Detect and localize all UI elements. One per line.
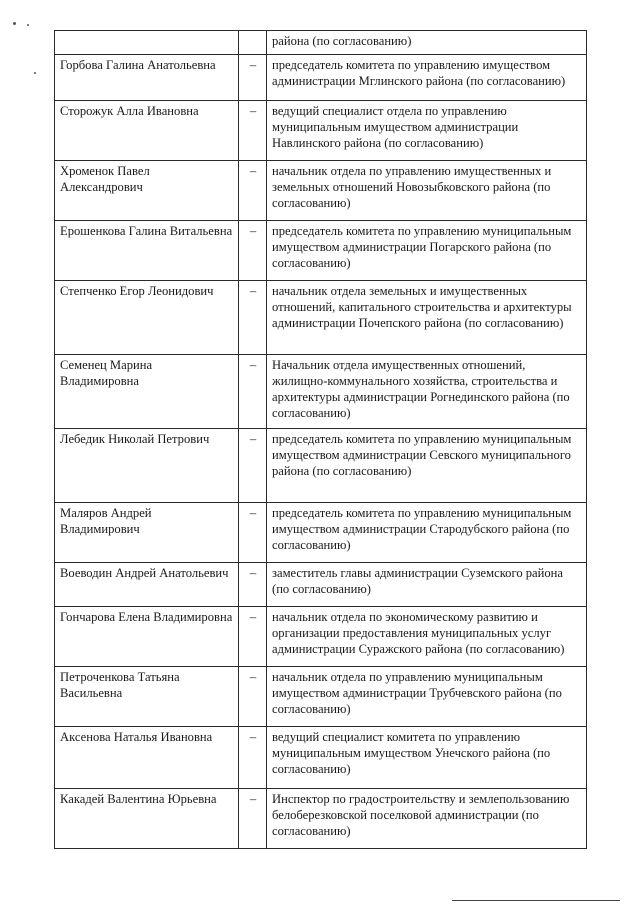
table-row [55, 727, 587, 789]
member-name: Горбова Галина Анатольевна [55, 55, 239, 101]
dash-separator: – [239, 667, 267, 727]
scan-speck [13, 22, 16, 25]
dash-separator: – [239, 221, 267, 281]
member-name: Какадей Валентина Юрьевна [55, 789, 239, 849]
member-position: начальник отдела по управлению муниципальным имуществом администрации Трубчевского района (по согласованию) [267, 667, 587, 727]
member-name: Воеводин Андрей Анатольевич [55, 563, 239, 607]
member-position: председатель комитета по управлению муниципальным имуществом администрации Севского муниципального района (по согласованию) [267, 429, 587, 503]
dash-separator: – [239, 503, 267, 563]
member-name: Хроменок Павел Александрович [55, 161, 239, 221]
member-name [55, 31, 239, 55]
dash-separator: – [239, 789, 267, 849]
table-row [55, 355, 587, 429]
member-position: района (по согласованию) [267, 31, 587, 55]
member-name: Степченко Егор Леонидович [55, 281, 239, 355]
member-position: Инспектор по градостроительству и землепользованию белоберезковской поселковой администрации (по согласованию) [267, 789, 587, 849]
footer-rule [452, 900, 620, 901]
table-row [55, 607, 587, 667]
member-position: Начальник отдела имущественных отношений, жилищно-коммунального хозяйства, строительства и архитектуры администрации Рогнединского района (по согласованию) [267, 355, 587, 429]
member-name: Сторожук Алла Ивановна [55, 101, 239, 161]
member-name: Ерошенкова Галина Витальевна [55, 221, 239, 281]
dash-separator: – [239, 727, 267, 789]
member-name: Семенец Марина Владимировна [55, 355, 239, 429]
member-name: Гончарова Елена Владимировна [55, 607, 239, 667]
member-name: Лебедик Николай Петрович [55, 429, 239, 503]
member-position: председатель комитета по управлению муниципальным имуществом администрации Стародубского района (по согласованию) [267, 503, 587, 563]
scan-speck [27, 24, 29, 26]
member-position: председатель комитета по управлению имуществом администрации Мглинского района (по согласованию) [267, 55, 587, 101]
table-row [55, 667, 587, 727]
member-position: ведущий специалист отдела по управлению муниципальным имуществом администрации Навлинского района (по согласованию) [267, 101, 587, 161]
member-name: Аксенова Наталья Ивановна [55, 727, 239, 789]
commission-members-table [54, 30, 587, 849]
dash-separator: – [239, 55, 267, 101]
table-row [55, 281, 587, 355]
table-row [55, 221, 587, 281]
member-name: Маляров Андрей Владимирович [55, 503, 239, 563]
table-row [55, 789, 587, 849]
member-position: ведущий специалист комитета по управлению муниципальным имуществом Унечского района (по согласованию) [267, 727, 587, 789]
dash-separator: – [239, 101, 267, 161]
dash-separator: – [239, 281, 267, 355]
member-name: Петроченкова Татьяна Васильевна [55, 667, 239, 727]
dash-separator: – [239, 563, 267, 607]
table-row [55, 563, 587, 607]
table-row [55, 503, 587, 563]
dash-separator: – [239, 161, 267, 221]
member-position: начальник отдела по экономическому развитию и организации предоставления муниципальных услуг администрации Суражского района (по согласованию) [267, 607, 587, 667]
table-row [55, 161, 587, 221]
dash-separator: – [239, 355, 267, 429]
dash-separator: – [239, 429, 267, 503]
dash-separator [239, 31, 267, 55]
member-position: заместитель главы администрации Суземского района (по согласованию) [267, 563, 587, 607]
scan-speck [34, 72, 36, 74]
table-row [55, 101, 587, 161]
table-row [55, 31, 587, 55]
table-row [55, 55, 587, 101]
dash-separator: – [239, 607, 267, 667]
member-position: председатель комитета по управлению муниципальным имуществом администрации Погарского района (по согласованию) [267, 221, 587, 281]
member-position: начальник отдела земельных и имущественных отношений, капитального строительства и архитектуры администрации Почепского района (по согласованию) [267, 281, 587, 355]
table-row [55, 429, 587, 503]
member-position: начальник отдела по управлению имущественных и земельных отношений Новозыбковского района (по согласованию) [267, 161, 587, 221]
